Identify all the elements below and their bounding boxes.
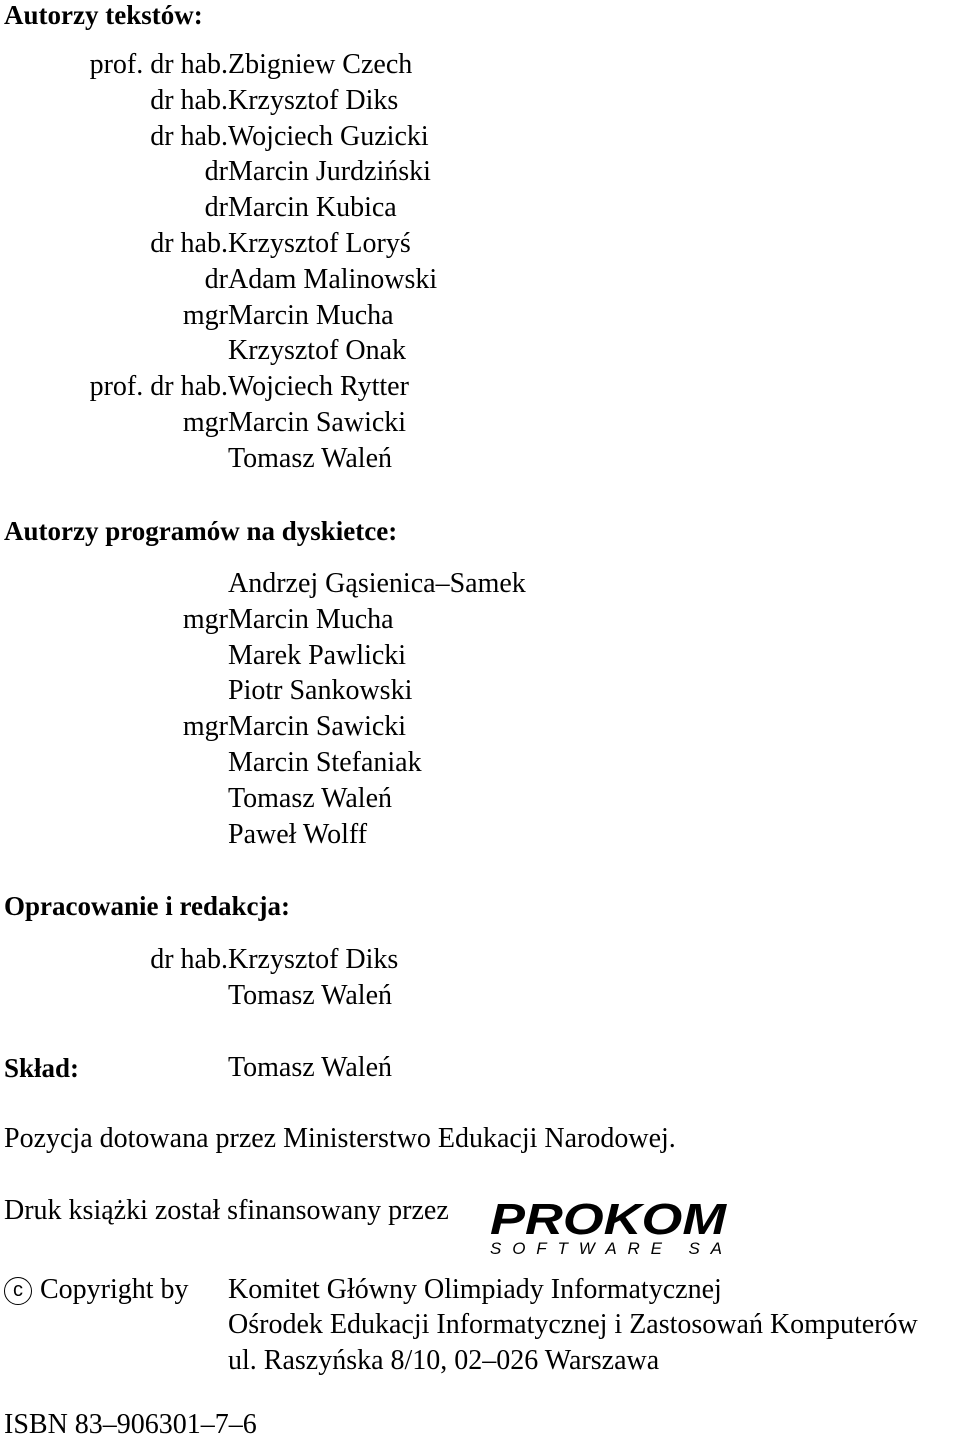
person-name: Marek Pawlicki bbox=[228, 639, 407, 671]
section-heading-typesetting: Skład: bbox=[4, 1053, 80, 1083]
person-title: dr hab. bbox=[150, 944, 228, 975]
person-row bbox=[0, 818, 960, 852]
person-title: mgr bbox=[182, 711, 228, 743]
person-name: Marcin Mucha bbox=[228, 299, 394, 331]
copyright-label-group bbox=[4, 1273, 189, 1307]
person-row bbox=[0, 191, 960, 225]
person-name: Marcin Jurdziński bbox=[228, 156, 431, 188]
person-title: mgr bbox=[182, 407, 228, 438]
person-row bbox=[0, 334, 960, 368]
prokom-software-logo bbox=[488, 1196, 728, 1256]
person-title: dr hab. bbox=[150, 120, 228, 152]
person-name: Marcin Kubica bbox=[228, 192, 397, 224]
person-row bbox=[0, 406, 960, 440]
person-name: Zbigniew Czech bbox=[228, 49, 413, 80]
person-title: prof. dr hab. bbox=[89, 371, 228, 403]
copyright-row-3 bbox=[0, 1344, 960, 1378]
person-title: mgr bbox=[182, 603, 228, 635]
person-title: dr bbox=[204, 263, 228, 295]
person-name: Krzysztof Onak bbox=[228, 335, 407, 367]
person-name: Marcin Mucha bbox=[228, 603, 394, 635]
person-row bbox=[0, 84, 960, 118]
person-row bbox=[0, 442, 960, 476]
person-name: Piotr Sankowski bbox=[228, 675, 413, 707]
person-row bbox=[0, 943, 960, 977]
person-name: Tomasz Waleń bbox=[228, 442, 392, 474]
person-name: Wojciech Guzicki bbox=[228, 120, 429, 152]
person-row bbox=[0, 603, 960, 637]
person-row bbox=[0, 370, 960, 404]
person-name: Tomasz Waleń bbox=[228, 782, 392, 814]
person-title: dr hab. bbox=[150, 84, 228, 116]
funding-note-row bbox=[0, 1122, 960, 1156]
person-row bbox=[0, 746, 960, 780]
typesetting-row bbox=[0, 1051, 960, 1085]
copyright-mark: c bbox=[4, 1277, 32, 1305]
person-row bbox=[0, 710, 960, 744]
person-title: mgr bbox=[182, 299, 228, 331]
person-name: Marcin Sawicki bbox=[228, 711, 407, 743]
person-row bbox=[0, 120, 960, 154]
person-name: Krzysztof Loryś bbox=[228, 228, 411, 259]
person-title: dr bbox=[204, 192, 228, 224]
person-row bbox=[0, 979, 960, 1013]
copyright-row-2 bbox=[0, 1308, 960, 1342]
person-name: Paweł Wolff bbox=[228, 818, 368, 850]
person-row bbox=[0, 263, 960, 297]
svg-text:PROKOM: PROKOM bbox=[490, 1196, 728, 1244]
copyright-line-1: Komitet Główny Olimpiady Informatycznej bbox=[228, 1274, 722, 1305]
person-row bbox=[0, 639, 960, 673]
person-name: Tomasz Waleń bbox=[228, 980, 392, 1011]
funding-note: Pozycja dotowana przez Ministerstwo Edukacji Narodowej. bbox=[4, 1123, 676, 1154]
person-name: Krzysztof Diks bbox=[228, 84, 399, 116]
person-row bbox=[0, 227, 960, 261]
person-name: Wojciech Rytter bbox=[228, 371, 409, 403]
person-name: Krzysztof Diks bbox=[228, 944, 399, 975]
person-name: Andrzej Gąsienica–Samek bbox=[228, 568, 526, 599]
copyright-label: Copyright by bbox=[40, 1274, 189, 1305]
person-row bbox=[0, 155, 960, 189]
svg-text:SOFTWARE SA: SOFTWARE SA bbox=[490, 1239, 722, 1256]
person-title: prof. dr hab. bbox=[89, 49, 228, 80]
person-name: Adam Malinowski bbox=[228, 263, 438, 295]
person-row bbox=[0, 48, 960, 82]
person-row bbox=[0, 567, 960, 601]
copyright-row bbox=[0, 1273, 960, 1307]
print-note: Druk książki został sfinansowany przez bbox=[4, 1195, 449, 1226]
isbn: ISBN 83–906301–7–6 bbox=[4, 1409, 257, 1440]
copyright-line-3: ul. Raszyńska 8/10, 02–026 Warszawa bbox=[228, 1345, 660, 1376]
person-title: dr hab. bbox=[150, 228, 228, 259]
person-name: Marcin Stefaniak bbox=[228, 747, 422, 778]
person-row bbox=[0, 782, 960, 816]
typesetting-name: Tomasz Waleń bbox=[228, 1052, 392, 1083]
print-note-row bbox=[0, 1194, 960, 1228]
copyright-line-2: Ośrodek Edukacji Informatycznej i Zastosowań Komputerów bbox=[228, 1309, 918, 1340]
section-heading-editing: Opracowanie i redakcja: bbox=[4, 891, 290, 921]
section-heading-program-authors: Autorzy programów na dyskietce: bbox=[4, 516, 398, 546]
person-title: dr bbox=[204, 156, 228, 188]
person-row bbox=[0, 674, 960, 708]
person-name: Marcin Sawicki bbox=[228, 407, 407, 438]
section-heading-text-authors: Autorzy tekstów: bbox=[4, 0, 203, 30]
person-row bbox=[0, 299, 960, 333]
